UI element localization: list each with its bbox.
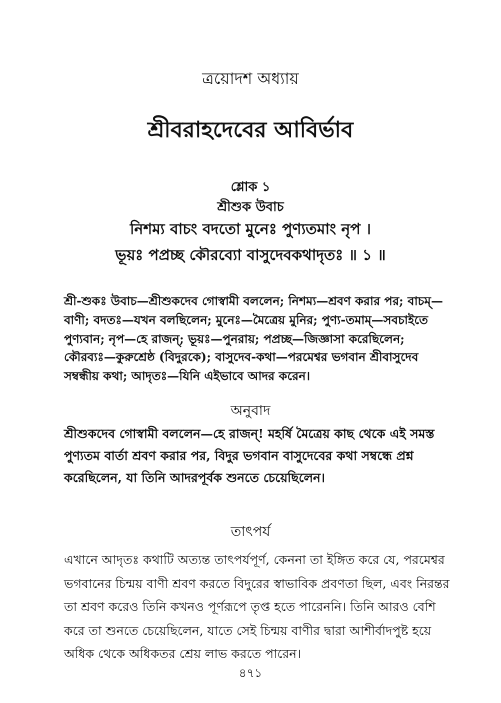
chapter-title: শ্রীবরাহদেবের আবির্ভাব (147, 117, 354, 143)
purport-block (64, 548, 464, 666)
page-number: ৪৭১ (238, 666, 263, 680)
purport-line: এখানে আদৃতঃ কথাটি অত্যন্ত তাৎপর্যপূর্ণ, কেননা তা ইঙ্গিত করে যে, পরমেশ্বর (64, 552, 445, 567)
purport-line: তা শ্রবণ করেও তিনি কখনও পূর্ণরূপে তৃপ্ত হতে পারেননি। তিনি আরও বেশি (64, 599, 436, 614)
verse-line-2: ভূয়ঃ পপ্রচ্ছ কৌরব্যো বাসুদেবকথাদৃতঃ ॥ ১ ॥ (115, 246, 386, 264)
translation-line: করেছিলেন, যা তিনি আদরপূর্বক শুনতে চেয়েছিলেন। (64, 470, 325, 485)
purport-heading: তাৎপর্য (230, 524, 271, 540)
synonyms-line: পুণ্যবান; নৃপ—হে রাজন্; ভূয়ঃ—পুনরায়; পপ্রচ্ছ—জিজ্ঞাসা করেছিলেন; (64, 331, 405, 346)
purport-line: করে তা শুনতে চেয়েছিলেন, যাতে সেই চিন্ময় বাণীর দ্বারা আশীর্বাদপুষ্ট হয়ে (64, 622, 432, 638)
purport-line: অধিক থেকে অধিকতর শ্রেয় লাভ করতে পারেন। (64, 646, 302, 661)
synonyms-line: শ্রী-শুকঃ উবাচ—শ্রীশুকদেব গোস্বামী বললেন; নিশম্য—শ্রবণ করার পর; বাচম্— (64, 294, 443, 308)
purport-line: ভগবানের চিন্ময় বাণী শ্রবণ করতে বিদুরের স্বাভাবিক প্রবণতা ছিল, এবং নিরন্তর (64, 575, 450, 591)
translation-line: পুণ্যতম বার্তা শ্রবণ করার পর, বিদুর ভগবান বাসুদেবের কথা সম্বন্ধে প্রশ্ন (64, 448, 414, 463)
translation-heading: অনুবাদ (230, 403, 271, 419)
verse-line-1: নিশম্য বাচং বদতো মুনেঃ পুণ্যতমাং নৃপ । (129, 220, 372, 238)
speaker-line: শ্রীশুক উবাচ (217, 200, 284, 215)
chapter-heading: ত্রয়োদশ অধ্যায় (202, 69, 299, 88)
translation-block (64, 423, 464, 489)
sloka-label: শ্লোক ১ (230, 180, 271, 195)
synonyms-line: সম্বন্ধীয় কথা; আদৃতঃ—যিনি এইভাবে আদর করেন। (64, 369, 311, 384)
translation-line: শ্রীশুকদেব গোস্বামী বললেন—হে রাজন্! মহর্ষি মৈত্রেয় কাছ থেকে এই সমস্ত (64, 426, 435, 441)
synonyms-line: বাণী; বদতঃ—যখন বলছিলেন; মুনেঃ—মৈত্রেয় মুনির; পুণ্য-তমাম্—সবচাইতে (64, 312, 429, 327)
synonyms-block (64, 292, 464, 386)
synonyms-line: কৌরব্যঃ—কুরুশ্রেষ্ঠ (বিদুরকে); বাসুদেব-কথা—পরমেশ্বর ভগবান শ্রীবাসুদেব (64, 350, 419, 365)
